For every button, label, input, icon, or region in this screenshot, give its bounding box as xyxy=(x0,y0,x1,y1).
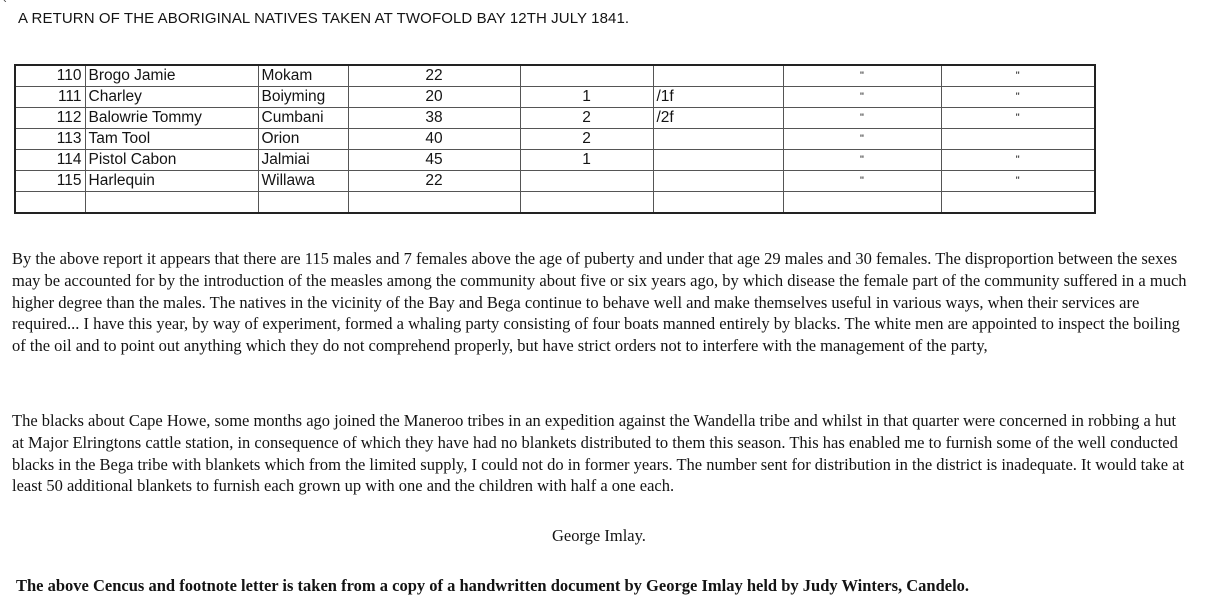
cell-number: 115 xyxy=(15,171,85,192)
cell-col7: " xyxy=(783,171,941,192)
table-row xyxy=(15,150,1095,171)
cell-col8: " xyxy=(941,87,1095,108)
cell-number: 110 xyxy=(15,65,85,87)
cell-col8: " xyxy=(941,171,1095,192)
cell-age: 45 xyxy=(348,150,520,171)
cell-col5 xyxy=(520,171,653,192)
cell-native-name: Jalmiai xyxy=(258,150,348,171)
table-row xyxy=(15,129,1095,150)
cell-name: Harlequin xyxy=(85,171,258,192)
cell-col5 xyxy=(520,65,653,87)
cell-native-name: Cumbani xyxy=(258,108,348,129)
cell-number: 114 xyxy=(15,150,85,171)
cell-col7: " xyxy=(783,129,941,150)
cell-col8 xyxy=(941,192,1095,214)
cell-col5: 1 xyxy=(520,87,653,108)
cell-col5: 2 xyxy=(520,108,653,129)
cell-number: 111 xyxy=(15,87,85,108)
corner-mark: ` xyxy=(3,0,7,12)
letter-paragraph-1: By the above report it appears that there are 115 males and 7 females above the age of puberty and under that age 29 males and 30 females. The disproportion between the sexes may be accounted for by the introduction of the measles among the community about five or six years ago, by which disease the female part of the community suffered in a much higher degree than the males. The natives in the vicinity of the Bay and Bega continue to behave well and make themselves useful in various ways, when their services are required... I have this year, by way of experiment, formed a whaling party consisting of four boats manned entirely by blacks. The white men are appointed to inspect the boiling of the oil and to point out anything which they do not comprehend properly, but have strict orders not to interfere with the management of the party, xyxy=(12,249,1187,356)
cell-age: 20 xyxy=(348,87,520,108)
cell-col6 xyxy=(653,150,783,171)
table-row xyxy=(15,171,1095,192)
signature: George Imlay. xyxy=(552,526,646,545)
table-row xyxy=(15,192,1095,214)
cell-age: 40 xyxy=(348,129,520,150)
cell-age: 38 xyxy=(348,108,520,129)
cell-col7: " xyxy=(783,65,941,87)
cell-col5 xyxy=(520,192,653,214)
cell-col7: " xyxy=(783,108,941,129)
cell-col6: /2f xyxy=(653,108,783,129)
cell-age xyxy=(348,192,520,214)
cell-age: 22 xyxy=(348,171,520,192)
cell-col5: 1 xyxy=(520,150,653,171)
cell-col8: " xyxy=(941,150,1095,171)
table-row xyxy=(15,65,1095,87)
cell-native-name xyxy=(258,192,348,214)
cell-col6: /1f xyxy=(653,87,783,108)
cell-name: Charley xyxy=(85,87,258,108)
cell-age: 22 xyxy=(348,65,520,87)
cell-name xyxy=(85,192,258,214)
cell-native-name: Mokam xyxy=(258,65,348,87)
cell-col8: " xyxy=(941,65,1095,87)
cell-col7: " xyxy=(783,87,941,108)
cell-number: 113 xyxy=(15,129,85,150)
cell-col5: 2 xyxy=(520,129,653,150)
cell-col7 xyxy=(783,192,941,214)
cell-name: Balowrie Tommy xyxy=(85,108,258,129)
letter-paragraph-2: The blacks about Cape Howe, some months ago joined the Maneroo tribes in an expedition against the Wandella tribe and whilst in that quarter were concerned in robbing a hut at Major Elringtons cattle station, in consequence of which they have had no blankets distributed to them this season. This has enabled me to furnish some of the well conducted blacks in the Bega tribe with blankets which from the limited supply, I could not do in former years. The number sent for distribution in the district is inadequate. It would take at least 50 additional blankets to furnish each grown up with one and the children with half a one each. xyxy=(12,411,1185,496)
cell-col8: " xyxy=(941,108,1095,129)
census-table xyxy=(14,64,1096,214)
cell-col8 xyxy=(941,129,1095,150)
cell-name: Pistol Cabon xyxy=(85,150,258,171)
cell-number: 112 xyxy=(15,108,85,129)
cell-col6 xyxy=(653,192,783,214)
cell-col6 xyxy=(653,129,783,150)
table-row xyxy=(15,108,1095,129)
table-row xyxy=(15,87,1095,108)
cell-number xyxy=(15,192,85,214)
footer-note: The above Cencus and footnote letter is taken from a copy of a handwritten document by George Imlay held by Judy Winters, Candelo. xyxy=(16,576,970,595)
cell-name: Tam Tool xyxy=(85,129,258,150)
cell-name: Brogo Jamie xyxy=(85,65,258,87)
cell-col6 xyxy=(653,65,783,87)
cell-native-name: Willawa xyxy=(258,171,348,192)
document-title: A RETURN OF THE ABORIGINAL NATIVES TAKEN AT TWOFOLD BAY 12TH JULY 1841. xyxy=(18,10,630,27)
cell-native-name: Boiyming xyxy=(258,87,348,108)
cell-native-name: Orion xyxy=(258,129,348,150)
cell-col6 xyxy=(653,171,783,192)
cell-col7: " xyxy=(783,150,941,171)
